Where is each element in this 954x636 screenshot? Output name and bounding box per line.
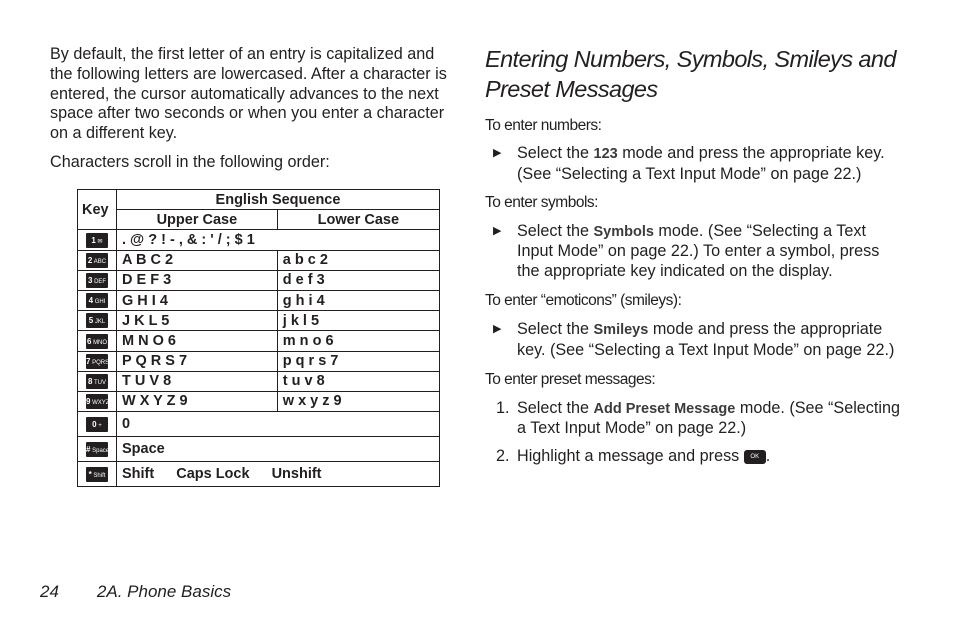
- table-row: [78, 462, 440, 487]
- numbers-bullet: ▶ Select the 123 mode and press the appropriate key. (See “Selecting a Text Input Mode” on page 22.): [493, 144, 885, 183]
- key-cell: [78, 290, 117, 310]
- table-row: [78, 311, 440, 331]
- key-cell: [78, 230, 117, 250]
- table-row: [78, 371, 440, 391]
- page-number: 24: [40, 582, 59, 601]
- key-cell: [78, 250, 117, 270]
- mode-keyword: Smileys: [593, 321, 649, 338]
- smileys-intro: To enter “emoticons” (smileys):: [485, 291, 682, 309]
- key-cell: [78, 412, 117, 437]
- numbers-intro: To enter numbers:: [485, 117, 602, 134]
- table-row: [78, 290, 440, 310]
- upper-case-cell: Space: [117, 437, 440, 462]
- keypad-key-icon: 8 TUV: [86, 374, 108, 389]
- lower-case-cell: w x y z 9: [277, 391, 439, 411]
- shift-label: Shift: [122, 466, 155, 483]
- triangle-bullet-icon: ▶: [493, 322, 502, 335]
- upper-case-cell: D E F 3: [117, 270, 278, 290]
- table-row: [78, 230, 440, 250]
- upper-case-cell: A B C 2: [117, 250, 278, 270]
- shift-key-icon: * Shift: [86, 467, 108, 482]
- symbols-bullet: ▶ Select the Symbols mode. (See “Selecting a Text Input Mode” on page 22.) To enter a symbol, press the appropriate key indicated on the display.: [493, 221, 880, 281]
- upper-case-cell: P Q R S 7: [117, 351, 278, 371]
- keypad-key-icon: 4 GHI: [86, 293, 108, 308]
- upper-case-header: Upper Case: [117, 210, 278, 230]
- key-cell: [78, 270, 117, 290]
- keypad-key-icon: 2 ABC: [86, 253, 108, 268]
- table-row: [78, 331, 440, 351]
- triangle-bullet-icon: ▶: [493, 224, 502, 237]
- keypad-key-icon: 5 JKL: [86, 313, 108, 328]
- preset-step-2: 2. Highlight a message and press OK .: [496, 447, 771, 466]
- upper-case-cell: W X Y Z 9: [117, 391, 278, 411]
- upper-case-cell: . @ ? ! - , & : ' / ; $ 1: [117, 230, 440, 250]
- section-heading: Entering Numbers, Symbols, Smileys and Preset Messages: [485, 46, 896, 102]
- unshift-label: Unshift: [271, 466, 322, 483]
- lower-case-cell: t u v 8: [277, 371, 439, 391]
- mode-keyword: Symbols: [593, 223, 654, 240]
- key-cell: [78, 437, 117, 462]
- keypad-key-icon: 9 WXYZ: [86, 394, 108, 409]
- preset-intro: To enter preset messages:: [485, 370, 656, 388]
- upper-case-cell: T U V 8: [117, 371, 278, 391]
- upper-case-cell: J K L 5: [117, 311, 278, 331]
- table-row: [78, 270, 440, 290]
- lower-case-cell: g h i 4: [277, 290, 439, 310]
- key-column-header: Key: [78, 190, 117, 230]
- table-row: [78, 391, 440, 411]
- left-column: [50, 45, 460, 173]
- keypad-key-icon: 1 ✉: [86, 233, 108, 248]
- lower-case-cell: j k l 5: [277, 311, 439, 331]
- upper-case-cell: M N O 6: [117, 331, 278, 351]
- upper-case-cell: G H I 4: [117, 290, 278, 310]
- english-sequence-header: English Sequence: [117, 190, 440, 210]
- scroll-order-paragraph: Characters scroll in the following order:: [50, 152, 330, 171]
- ok-key-icon: OK: [744, 450, 766, 464]
- table-row: [78, 351, 440, 371]
- section-name: 2A. Phone Basics: [96, 582, 232, 601]
- lower-case-cell: a b c 2: [277, 250, 439, 270]
- table-row: [78, 250, 440, 270]
- intro-paragraph: By default, the first letter of an entry is capitalized and the following letters are lowercased. After a character is entered, the cursor automatically advances to the next space after two seconds or when you enter a character on a different key.: [50, 45, 447, 143]
- symbols-intro: To enter symbols:: [485, 193, 598, 211]
- mode-keyword: 123: [593, 146, 618, 162]
- keypad-key-icon: 6 MNO: [86, 334, 108, 349]
- preset-step-1: 1. Select the Add Preset Message mode. (See “Selecting a Text Input Mode” on page 22.): [496, 398, 901, 438]
- smileys-bullet: ▶ Select the Smileys mode and press the appropriate key. (See “Selecting a Text Input Mode” on page 22.): [493, 319, 895, 359]
- lower-case-cell: p q r s 7: [277, 351, 439, 371]
- key-cell: [78, 391, 117, 411]
- shift-cell: [117, 462, 440, 487]
- keypad-key-icon: 7 PQRS: [86, 354, 108, 369]
- key-cell: [78, 371, 117, 391]
- character-sequence-table: [77, 189, 440, 487]
- keypad-key-icon: # Space: [86, 442, 108, 457]
- table-row: [78, 412, 440, 437]
- keypad-key-icon: 3 DEF: [86, 273, 108, 288]
- right-column: [485, 44, 905, 467]
- mode-keyword: Add Preset Message: [593, 400, 736, 417]
- caps-lock-label: Caps Lock: [176, 466, 250, 483]
- key-cell: [78, 462, 117, 487]
- key-cell: [78, 311, 117, 331]
- triangle-bullet-icon: ▶: [493, 147, 502, 159]
- keypad-key-icon: 0 +: [86, 417, 108, 432]
- page-footer: [40, 582, 231, 602]
- lower-case-header: Lower Case: [277, 210, 439, 230]
- upper-case-cell: 0: [117, 412, 440, 437]
- table-row: [78, 437, 440, 462]
- lower-case-cell: d e f 3: [277, 270, 439, 290]
- key-cell: [78, 351, 117, 371]
- key-cell: [78, 331, 117, 351]
- lower-case-cell: m n o 6: [277, 331, 439, 351]
